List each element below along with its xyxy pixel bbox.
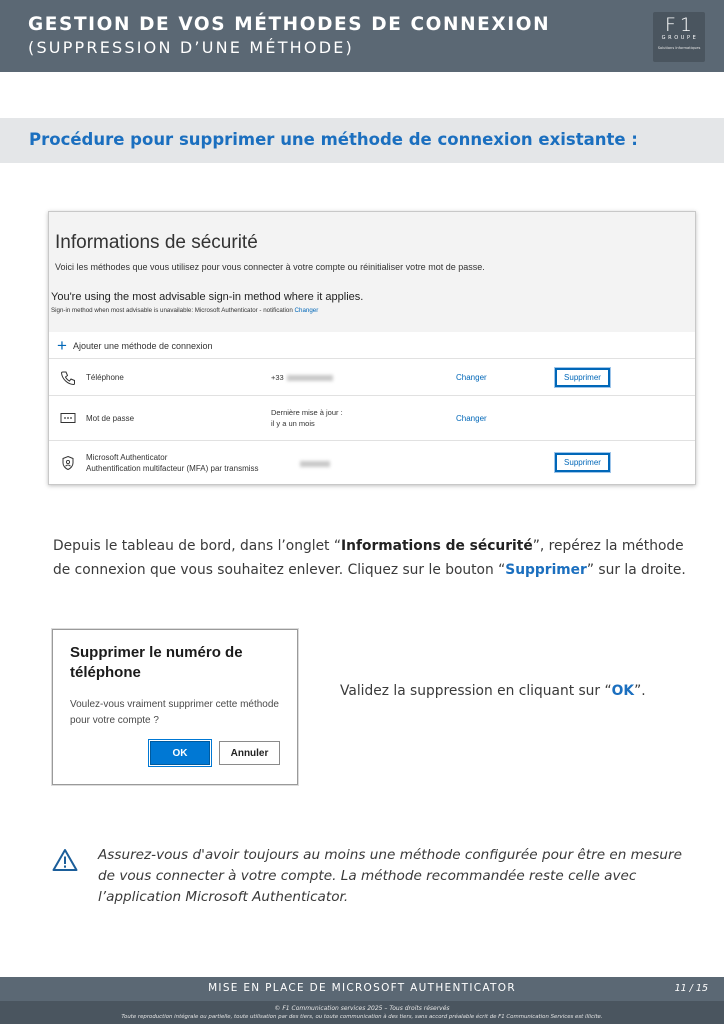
method-label: Mot de passe: [86, 414, 135, 423]
plus-icon: +: [57, 336, 67, 355]
logo-tagline: Solutions Informatiques: [657, 46, 701, 50]
section-heading: Procédure pour supprimer une méthode de connexion existante :: [29, 130, 638, 149]
instruction-text: ”.: [634, 683, 646, 699]
method-label: Téléphone: [86, 373, 124, 382]
page-title: GESTION DE VOS MÉTHODES DE CONNEXION: [28, 14, 551, 35]
page-header: [0, 0, 724, 72]
password-icon: [60, 410, 76, 426]
dialog-title: Supprimer le numéro de téléphone: [70, 644, 243, 681]
instruction-bold-tab: Informations de sécurité: [341, 538, 533, 554]
redacted-value: [300, 461, 330, 467]
instruction-bold-ok: OK: [611, 683, 635, 699]
delete-button-phone[interactable]: Supprimer: [555, 368, 610, 387]
footer-title: MISE EN PLACE DE MICROSOFT AUTHENTICATOR: [208, 982, 516, 994]
redacted-value: [287, 375, 333, 381]
delete-button-authenticator[interactable]: Supprimer: [555, 453, 610, 472]
authenticator-icon: [60, 455, 76, 471]
security-info-subtitle: Voici les méthodes que vous utilisez pour vous connecter à votre compte ou réinitialiser votre mot de passe.: [55, 262, 485, 272]
method-value: [297, 459, 330, 469]
instruction-text: Depuis le tableau de bord, dans l’onglet “: [53, 538, 342, 554]
delete-confirmation-dialog: [52, 629, 298, 785]
warning-icon: [52, 848, 78, 872]
security-info-header-panel: [49, 212, 695, 332]
security-info-screenshot: [48, 211, 696, 485]
phone-icon: [60, 370, 76, 386]
change-link[interactable]: Changer: [456, 414, 487, 423]
security-info-title: Informations de sécurité: [55, 232, 258, 253]
logo-main-text: F1: [664, 14, 697, 36]
ok-button[interactable]: OK: [150, 741, 210, 765]
page-footer: [0, 977, 724, 1001]
phone-prefix: +33: [271, 373, 284, 382]
legal-notice: [0, 1001, 724, 1024]
page-subtitle: (SUPPRESSION D’UNE MÉTHODE): [28, 38, 354, 57]
logo-sub-text: GROUPE: [661, 35, 699, 41]
advisable-method-message: You're using the most advisable sign-in method where it applies.: [51, 291, 364, 303]
method-row-phone: [49, 358, 695, 395]
method-row-authenticator: [49, 440, 695, 485]
instruction-text: Validez la suppression en cliquant sur “: [340, 683, 612, 699]
method-row-password: [49, 395, 695, 440]
warning-text: Assurez-vous d'avoir toujours au moins une méthode configurée pour être en mesure de vous connecter à votre compte. La méthode recommandée reste celle avec l’application Microsoft Authenticator.: [98, 847, 682, 905]
instruction-text: ” sur la droite.: [586, 562, 686, 578]
f1-groupe-logo: [653, 12, 705, 62]
change-link[interactable]: Changer: [456, 373, 487, 382]
method-value-line1: Dernière mise à jour :: [271, 408, 343, 417]
legal-text: Toute reproduction intégrale ou partielle, toute utilisation par des tiers, ou toute communication à des tiers, sans accord préalable écrit de F1 Communication Services est illicite.: [121, 1014, 603, 1020]
default-method-change-link[interactable]: Changer: [294, 307, 319, 314]
section-banner: [0, 118, 724, 163]
page-number: 11 / 15: [674, 983, 708, 994]
add-method-button[interactable]: [57, 336, 213, 356]
method-value: [271, 373, 333, 383]
copyright-text: © F1 Communication services 2025 – Tous droits réservés: [274, 1005, 450, 1012]
instruction-bold-button: Supprimer: [505, 562, 587, 578]
method-value-line2: il y a un mois: [271, 419, 315, 428]
method-label-line1: Microsoft Authenticator: [86, 453, 168, 462]
cancel-button[interactable]: Annuler: [219, 741, 280, 765]
dialog-body: Voulez-vous vraiment supprimer cette méthode pour votre compte ?: [70, 699, 279, 726]
instruction-paragraph-1: [53, 534, 693, 582]
default-method-note-text: Sign-in method when most advisable is unavailable: Microsoft Authenticator - notification: [51, 307, 293, 314]
instruction-paragraph-2: [340, 683, 646, 699]
add-method-label: Ajouter une méthode de connexion: [72, 341, 213, 351]
default-method-note: [51, 307, 318, 314]
method-label-line2: Authentification multifacteur (MFA) par transmiss: [86, 464, 259, 473]
instruction-text: ”, repérez la méthode de connexion que vous souhaitez enlever. Cliquez sur le bouton “: [53, 538, 684, 578]
